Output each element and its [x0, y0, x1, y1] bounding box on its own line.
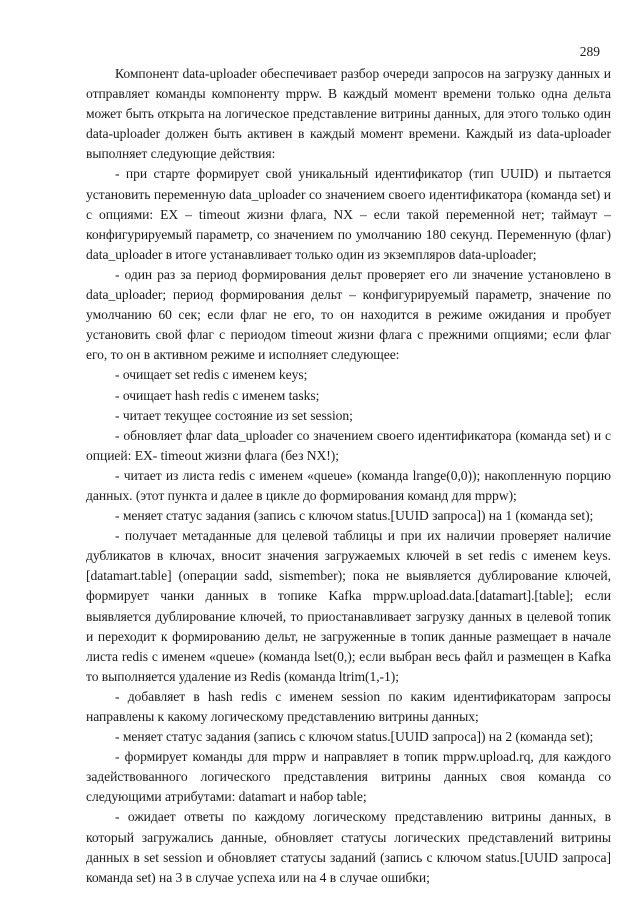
paragraph: - меняет статус задания (запись с ключом status.[UUID запроса]) на 1 (команда set);	[115, 508, 594, 524]
paragraph: - читает текущее состояние из set session;	[115, 407, 353, 423]
paragraph: - обновляет флаг data_uploader со значением своего идентификатора (команда set) и с опцией: EX- timeout жизни флага (без NX!);	[86, 427, 611, 463]
paragraph: - при старте формирует свой уникальный идентификатор (тип UUID) и пытается установить переменную data_uploader со значением своего идентификатора (команда set) и с опциями: EX – timeout жизни флага, NX – если такой переменной нет; таймаут – конфигурируемый параметр, со значением по умолчанию 180 секунд. Переменную (флаг) data_uploader в итоге устанавливает только один из экземпляров data-uploader;	[86, 166, 611, 262]
body-text	[86, 64, 611, 888]
paragraph: - меняет статус задания (запись с ключом status.[UUID запроса]) на 2 (команда set);	[115, 729, 594, 745]
paragraph: - ожидает ответы по каждому логическому представлению витрины данных, в который загружались данные, обновляет статусы логических представлений витрины данных в set session и обновляет статусы заданий (запись с ключом status.[UUID запроса] команда set) на 3 в случае успеха или на 4 в случае ошибки;	[86, 809, 611, 885]
paragraph: - очищает set redis с именем keys;	[115, 367, 308, 383]
paragraph: - получает метаданные для целевой таблицы и при их наличии проверяет наличие дубликатов в ключах, вносит значения загружаемых ключей в set redis с именем keys.[datamart.table] (операции sadd, sismember); пока не выявляется дублирование ключей, формирует чанки данных в топике Kafka mppw.upload.data.[datamart].[table]; если выявляется дублирование ключей, то приостанавливает загрузку данных в целевой топик и переходит к формированию дельт, не загруженные в топик данные размещает в начале листа redis с именем «queue» (команда lset(0,); если выбран весь файл и размещен в Kafka то выполняется удаление из Redis (команда ltrim(1,-1);	[86, 528, 611, 684]
paragraph: - читает из листа redis с именем «queue» (команда lrange(0,0)); накопленную порцию данных. (этот пункта и далее в цикле до формирования команд для mppw);	[86, 467, 611, 503]
paragraph: Компонент data-uploader обеспечивает разбор очереди запросов на загрузку данных и отправляет команды компоненту mppw. В каждый момент времени только одна дельта может быть открыта на логическое представление витрины данных, для этого только один data-uploader должен быть активен в каждый момент времени. Каждый из data-uploader выполняет следующие действия:	[86, 66, 611, 162]
paragraph: - один раз за период формирования дельт проверяет его ли значение установлено в data_uploader; период формирования дельт – конфигурируемый параметр, значение по умолчанию 60 сек; если флаг не его, то он находится в режиме ожидания и пробует установить свой флаг с периодом timeout жизни флага с прежними опциями; если флаг его, то он в активном режиме и исполняет следующее:	[86, 266, 611, 363]
page-number: 289	[579, 44, 600, 59]
paragraph: - формирует команды для mppw и направляет в топик mppw.upload.rq, для каждого задействованного логического представления витрины данных своя команда со следующими атрибутами: datamart и набор table;	[86, 749, 611, 805]
paragraph: - добавляет в hash redis с именем session по каким идентификаторам запросы направлены к какому логическому представлению витрины данных;	[86, 688, 611, 724]
paragraph: - очищает hash redis с именем tasks;	[115, 387, 320, 403]
